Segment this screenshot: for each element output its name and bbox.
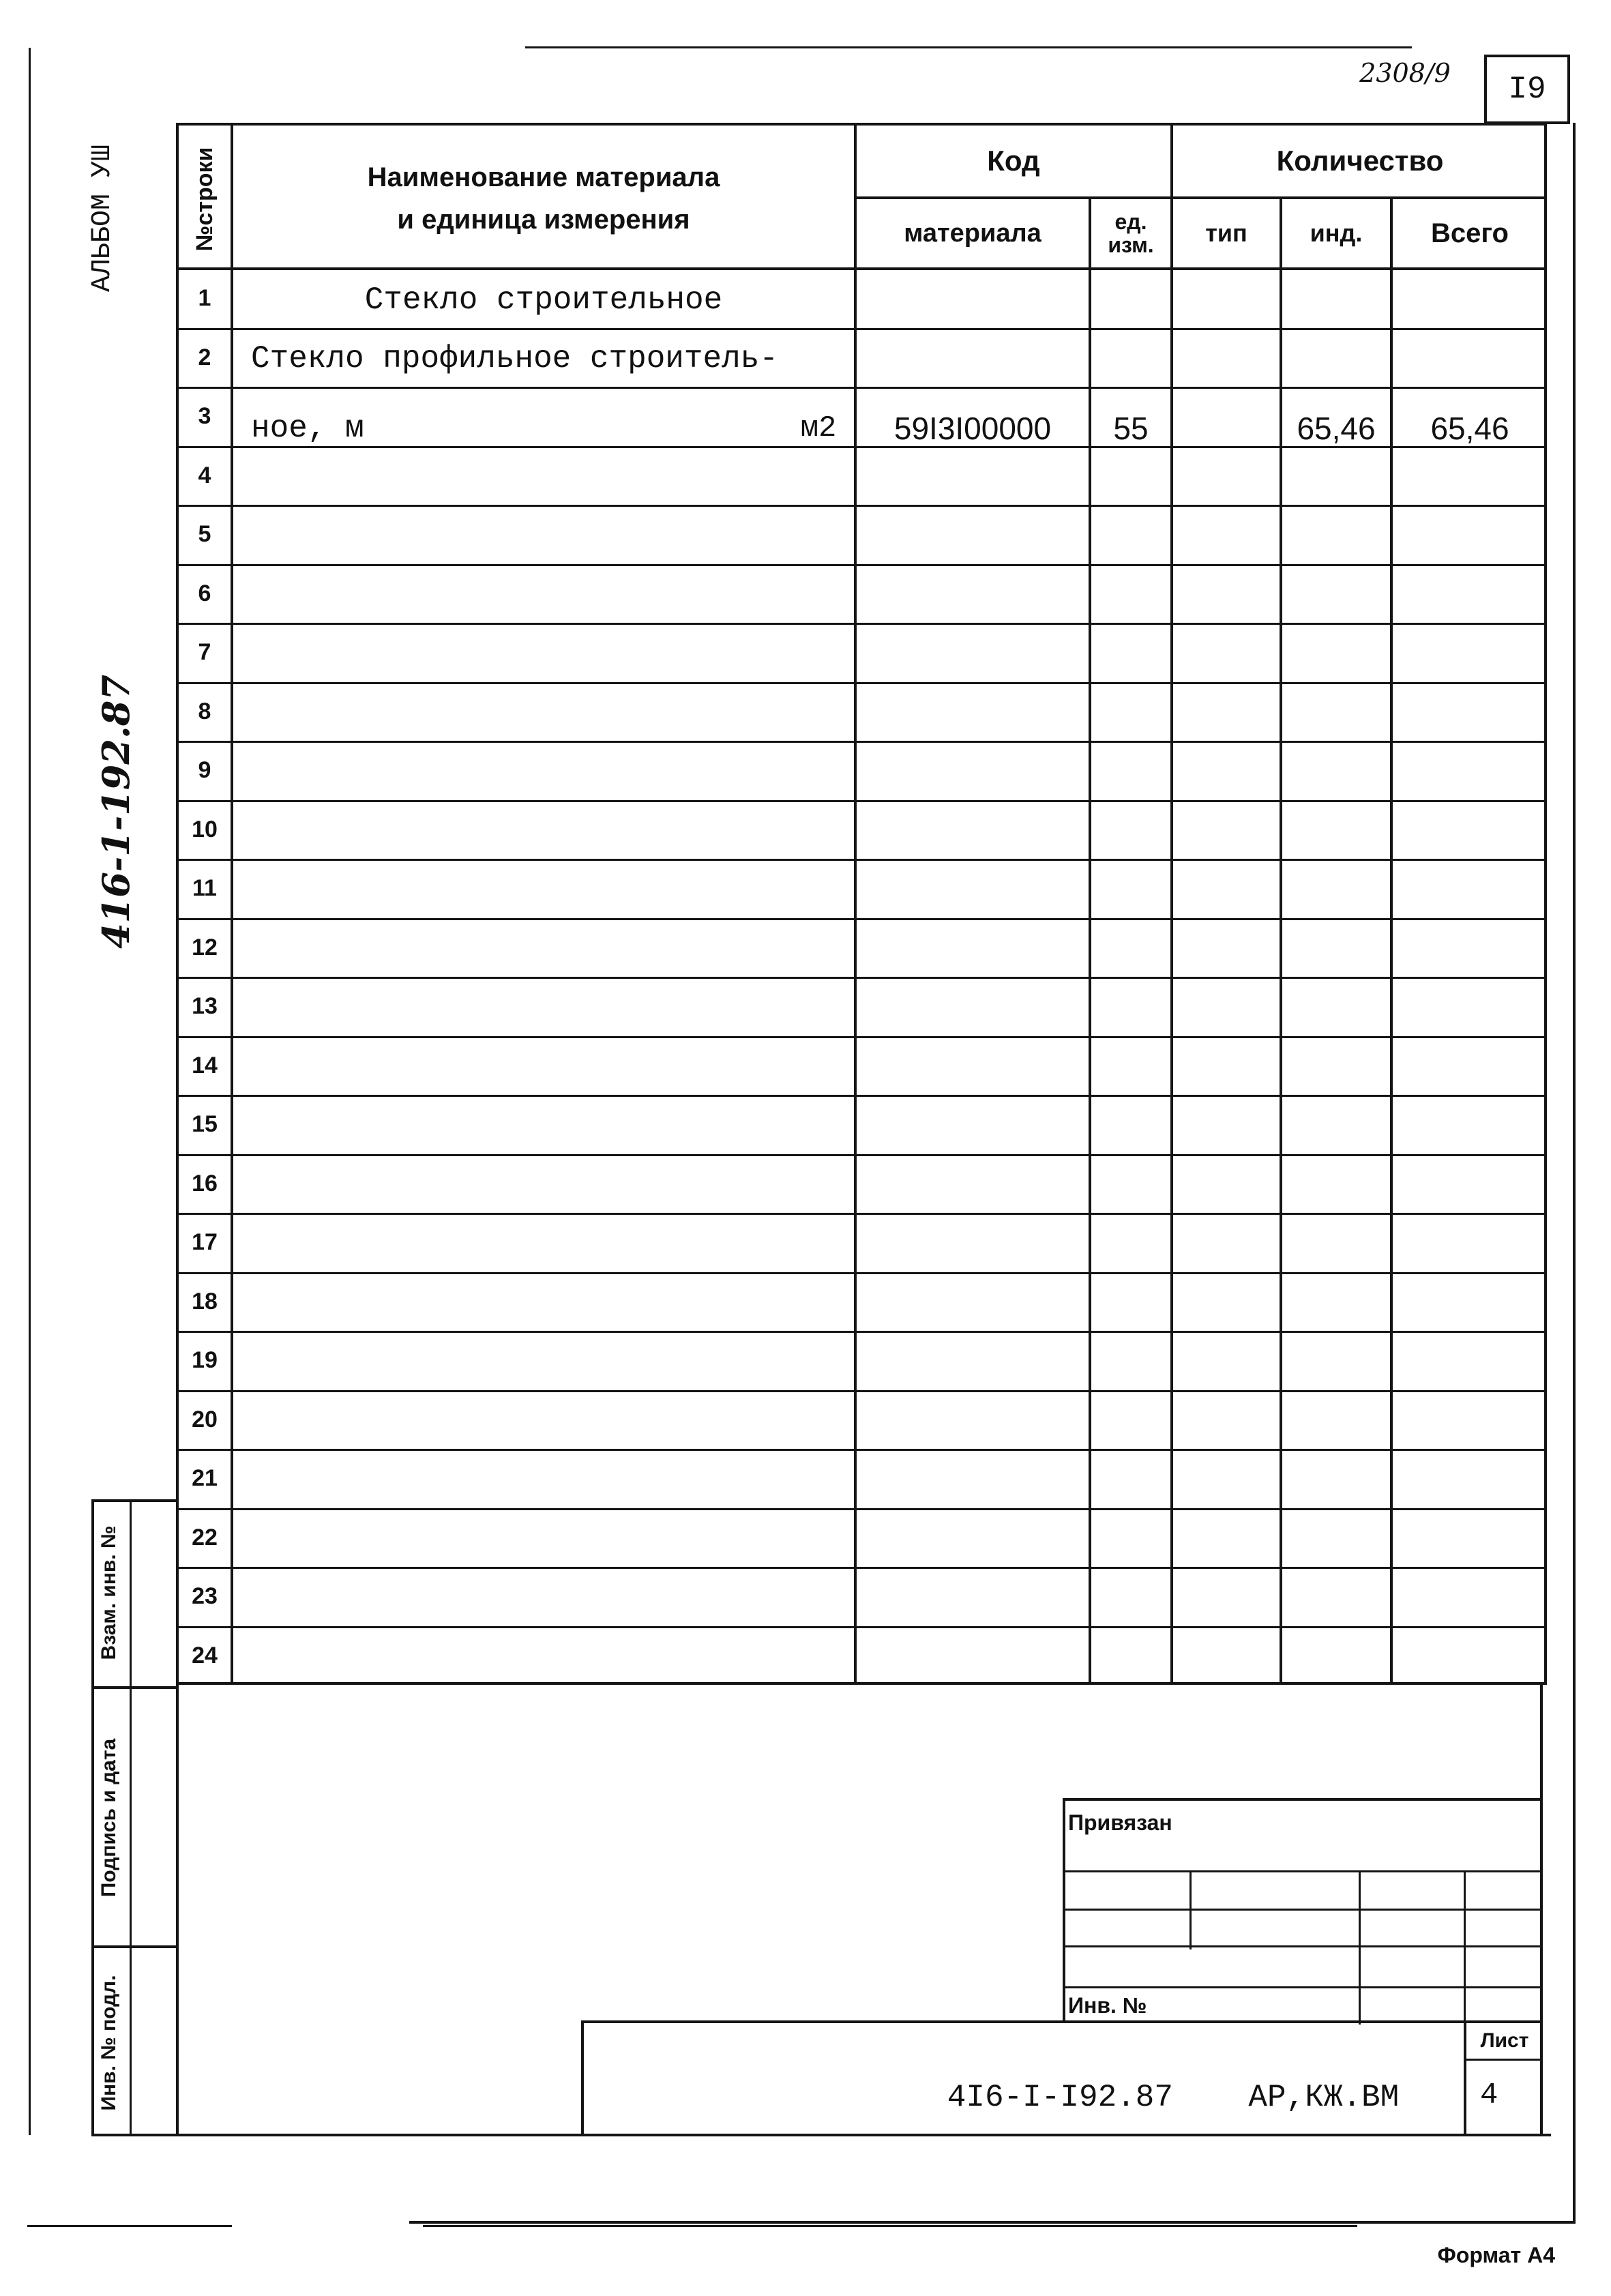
row-number: 24 bbox=[192, 1643, 218, 1668]
row-number: 3 bbox=[198, 403, 211, 429]
header-code-unit-line2: изм. bbox=[1108, 233, 1154, 257]
row-number: 9 bbox=[198, 757, 211, 783]
row-separator bbox=[176, 1331, 1547, 1333]
list-cell-sep bbox=[1464, 2059, 1543, 2061]
header-qty-ind: инд. bbox=[1310, 219, 1363, 247]
left-edge-line bbox=[29, 48, 31, 2135]
row-separator bbox=[176, 741, 1547, 743]
row-separator bbox=[176, 918, 1547, 920]
handwritten-mark: 2308/9 bbox=[1359, 58, 1451, 88]
stamp-podpis-label: Подпись и дата bbox=[98, 1738, 120, 1898]
row3-material-code: 59I3I00000 bbox=[893, 411, 1052, 446]
header-quantity: Количество bbox=[1276, 145, 1444, 177]
stamp-vzam-label: Взам. инв. № bbox=[98, 1525, 120, 1660]
bottom-edge-line-mid bbox=[423, 2225, 1357, 2227]
stamp-inv-podl-label: Инв. № подл. bbox=[98, 1975, 120, 2111]
privyazan-line-2 bbox=[1063, 1909, 1543, 1911]
right-frame-line bbox=[1573, 123, 1576, 2224]
bottom-edge-line-left bbox=[27, 2225, 232, 2227]
row3-name: ное, м bbox=[251, 411, 364, 446]
row-number: 18 bbox=[192, 1289, 218, 1314]
row-separator bbox=[176, 1154, 1547, 1156]
row-separator bbox=[176, 800, 1547, 802]
privyazan-vline-3 bbox=[1464, 1870, 1466, 2025]
row-number: 23 bbox=[192, 1583, 218, 1609]
header-row-number: №строки bbox=[191, 147, 218, 252]
row-number: 13 bbox=[192, 993, 218, 1019]
row-separator bbox=[176, 1390, 1547, 1392]
list-number: 4 bbox=[1480, 2078, 1498, 2113]
album-label: АЛЬБОМ УШ bbox=[87, 144, 118, 293]
privyazan-line-3 bbox=[1063, 1945, 1543, 1947]
document-code: 4I6-I-I92.87 АР,КЖ.ВМ bbox=[947, 2080, 1400, 2115]
row-separator bbox=[176, 1095, 1547, 1097]
row3-unit: м2 bbox=[800, 411, 837, 445]
row-separator bbox=[176, 1272, 1547, 1274]
row-number: 1 bbox=[198, 285, 211, 311]
row-separator bbox=[176, 859, 1547, 861]
stamp-inner-line bbox=[130, 1501, 132, 2135]
row-separator bbox=[176, 564, 1547, 566]
row-separator bbox=[176, 505, 1547, 507]
row-separator bbox=[176, 1213, 1547, 1215]
privyazan-vline-1 bbox=[1189, 1870, 1192, 1949]
row-number: 8 bbox=[198, 698, 211, 724]
row3-unit-code: 55 bbox=[1113, 411, 1149, 446]
header-code-unit-line1: ед. bbox=[1114, 209, 1147, 234]
row-separator bbox=[176, 1626, 1547, 1628]
handwritten-project-code: 416-1-192.87 bbox=[94, 675, 138, 949]
row-separator bbox=[176, 977, 1547, 979]
header-code-material: материала bbox=[904, 218, 1041, 248]
stamp-sep-2 bbox=[91, 1945, 176, 1948]
privyazan-line-1 bbox=[1063, 1870, 1543, 1872]
header-qty-tip: тип bbox=[1205, 219, 1247, 247]
row-separator bbox=[176, 1036, 1547, 1038]
row-number: 5 bbox=[198, 521, 211, 547]
top-border-line bbox=[525, 46, 1412, 48]
format-label: Формат А4 bbox=[1437, 2242, 1555, 2267]
row1-name: Стекло строительное bbox=[364, 282, 723, 318]
row-number: 6 bbox=[198, 580, 211, 606]
bottom-frame-line bbox=[409, 2221, 1576, 2224]
row-number: 19 bbox=[192, 1347, 218, 1373]
stamp-sep-1 bbox=[91, 1686, 176, 1689]
row-number: 11 bbox=[192, 875, 217, 901]
privyazan-vline-2 bbox=[1359, 1870, 1361, 2025]
privyazan-label: Привязан bbox=[1068, 1810, 1172, 1835]
row-number: 20 bbox=[192, 1407, 218, 1432]
row-number: 16 bbox=[192, 1171, 218, 1196]
header-bottom-line bbox=[176, 267, 1547, 270]
row-number: 21 bbox=[192, 1465, 218, 1491]
row-number: 2 bbox=[198, 344, 211, 370]
header-code-unit bbox=[1091, 199, 1170, 267]
stamp-col-right-lower bbox=[176, 1685, 179, 2135]
row-separator bbox=[176, 682, 1547, 684]
list-label: Лист bbox=[1480, 2029, 1529, 2052]
header-qty-total: Всего bbox=[1431, 218, 1509, 248]
row-number: 17 bbox=[192, 1229, 218, 1255]
row-separator bbox=[176, 1567, 1547, 1569]
sheet-number: I9 bbox=[1508, 72, 1546, 107]
row-separator bbox=[176, 623, 1547, 625]
header-name-line1: Наименование материала bbox=[367, 162, 720, 192]
row-number: 7 bbox=[198, 639, 211, 665]
row-number: 4 bbox=[198, 462, 211, 488]
row3-qty-ind: 65,46 bbox=[1297, 411, 1376, 446]
row-number: 22 bbox=[192, 1525, 218, 1550]
row-number: 10 bbox=[192, 816, 218, 842]
inv-no-label: Инв. № bbox=[1068, 1992, 1147, 2018]
row2-name: Стекло профильное строитель- bbox=[251, 341, 778, 377]
row-number: 14 bbox=[192, 1053, 218, 1078]
row-number: 15 bbox=[192, 1111, 218, 1137]
row3-qty-total: 65,46 bbox=[1430, 411, 1509, 446]
row-separator bbox=[176, 1449, 1547, 1451]
stamp-top-line bbox=[91, 1499, 176, 1502]
row-number: 12 bbox=[192, 934, 218, 960]
header-name-line2: и единица измерения bbox=[397, 204, 690, 235]
header-code: Код bbox=[987, 145, 1040, 177]
row-separator bbox=[176, 1508, 1547, 1510]
